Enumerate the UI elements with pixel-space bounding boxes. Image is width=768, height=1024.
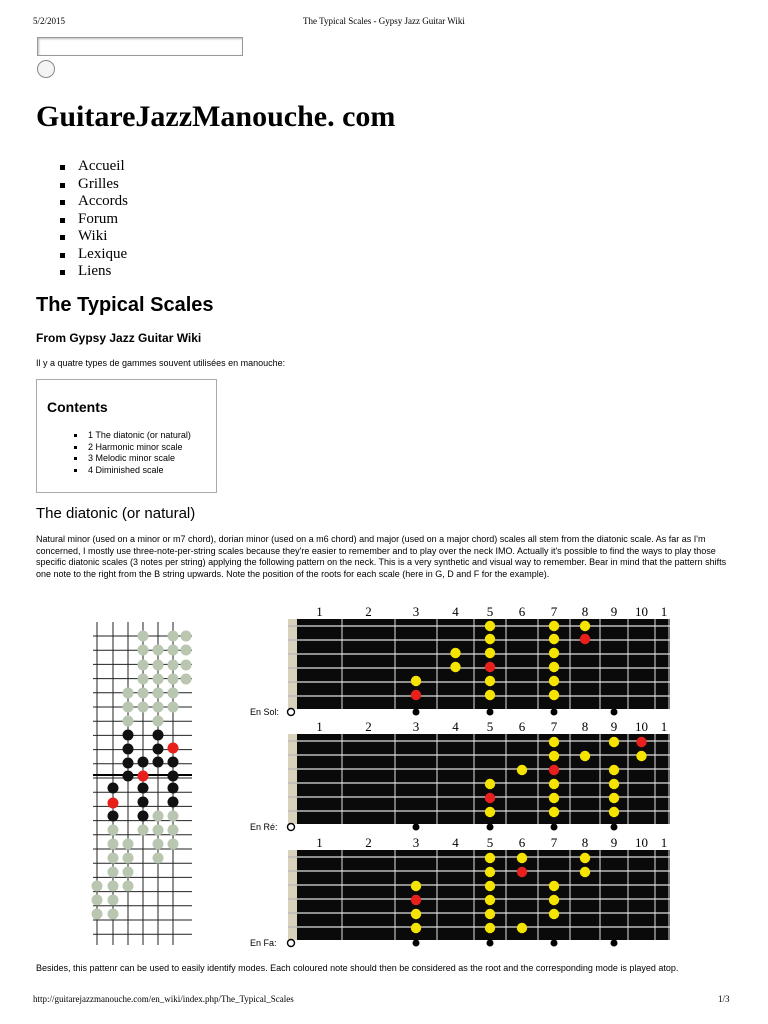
pattern-note-dot [138, 783, 149, 794]
pattern-note-dot [123, 881, 134, 892]
fret-number: 4 [452, 835, 459, 850]
neck-note-dot [411, 881, 421, 891]
neck-note-dot [549, 634, 559, 644]
fret-number: 1 [660, 604, 668, 619]
pattern-diagram [92, 622, 193, 945]
neck-note-dot [517, 923, 527, 933]
footer-page: 1/3 [718, 994, 730, 1004]
neck-2 [250, 719, 670, 832]
fret-number: 8 [581, 604, 589, 619]
neck-root-dot [411, 690, 421, 700]
neck-note-dot [549, 779, 559, 789]
neck-note-dot [580, 867, 590, 877]
neck-note-dot [485, 690, 495, 700]
pattern-note-dot [168, 771, 179, 782]
footer-url: http://guitarejazzmanouche.com/en_wiki/index.php/The_Typical_Scales [33, 994, 294, 1004]
fret-number: 10 [635, 835, 648, 850]
neck-root-dot [636, 737, 646, 747]
neck-note-dot [485, 881, 495, 891]
pattern-note-dot [138, 631, 149, 642]
fret-number: 8 [581, 719, 589, 734]
fret-number: 3 [412, 835, 420, 850]
fret-marker [551, 824, 558, 831]
neck-note-dot [517, 765, 527, 775]
pattern-note-dot [108, 867, 119, 878]
section-title-diatonic: The diatonic (or natural) [36, 505, 196, 522]
neck-note-dot [485, 807, 495, 817]
neck-note-dot [549, 737, 559, 747]
neck-root-dot [411, 895, 421, 905]
pattern-note-dot [123, 702, 134, 713]
neck-note-dot [411, 676, 421, 686]
fret-number: 6 [518, 604, 526, 619]
fret-number: 1 [660, 835, 668, 850]
neck-note-dot [549, 909, 559, 919]
print-title: The Typical Scales - Gypsy Jazz Guitar Wiki [303, 16, 465, 26]
nav-item-liens[interactable]: Liens [60, 263, 128, 281]
neck-root-dot [580, 634, 590, 644]
fret-number: 6 [518, 835, 526, 850]
nav-item-wiki[interactable]: Wiki [60, 228, 128, 246]
nav-item-lexique[interactable]: Lexique [60, 246, 128, 264]
pattern-note-dot [153, 811, 164, 822]
fret-marker [413, 709, 420, 716]
pattern-note-dot [153, 660, 164, 671]
pattern-note-dot [153, 716, 164, 727]
pattern-note-dot [108, 909, 119, 920]
fret-number: 6 [518, 719, 526, 734]
neck-note-dot [609, 807, 619, 817]
neck-3 [250, 835, 670, 948]
neck-note-dot [485, 779, 495, 789]
nav-item-accords[interactable]: Accords [60, 193, 128, 211]
toc-item-melodic-minor[interactable]: 3 Melodic minor scale [73, 453, 191, 465]
neck-note-dot [485, 895, 495, 905]
fret-number: 8 [581, 835, 589, 850]
neck-label: En Sol: [250, 707, 280, 717]
pattern-note-dot [138, 674, 149, 685]
pattern-note-dot [92, 909, 103, 920]
neck-note-dot [549, 621, 559, 631]
pattern-note-dot [181, 660, 192, 671]
pattern-note-dot [123, 867, 134, 878]
pattern-note-dot [138, 645, 149, 656]
pattern-note-dot [168, 783, 179, 794]
neck-note-dot [580, 621, 590, 631]
pattern-note-dot [153, 825, 164, 836]
pattern-note-dot [123, 688, 134, 699]
nav-item-forum[interactable]: Forum [60, 211, 128, 229]
open-string-icon [288, 940, 295, 947]
fret-number: 1 [660, 719, 668, 734]
pattern-note-dot [108, 839, 119, 850]
pattern-note-dot [138, 660, 149, 671]
fret-number: 2 [365, 835, 372, 850]
open-string-icon [288, 824, 295, 831]
neck-label: En Ré: [250, 822, 278, 832]
pattern-note-dot [153, 853, 164, 864]
neck-note-dot [485, 853, 495, 863]
fret-number: 9 [610, 719, 618, 734]
fret-number: 1 [316, 719, 323, 734]
pattern-note-dot [168, 674, 179, 685]
pattern-note-dot [168, 702, 179, 713]
fret-marker [487, 709, 494, 716]
neck-note-dot [549, 895, 559, 905]
pattern-note-dot [123, 839, 134, 850]
pattern-note-dot [138, 688, 149, 699]
pattern-note-dot [138, 702, 149, 713]
fret-number: 4 [452, 604, 459, 619]
neck-note-dot [485, 909, 495, 919]
pattern-note-dot [168, 797, 179, 808]
fret-number: 5 [486, 719, 494, 734]
fret-number: 7 [550, 835, 558, 850]
toc-title: Contents [47, 399, 108, 415]
pattern-root-dot [138, 771, 149, 782]
neck-note-dot [549, 751, 559, 761]
pattern-note-dot [168, 839, 179, 850]
pattern-note-dot [123, 771, 134, 782]
toc-item-harmonic-minor[interactable]: 2 Harmonic minor scale [73, 442, 191, 454]
neck-note-dot [485, 648, 495, 658]
neck-note-dot [411, 923, 421, 933]
nav-item-accueil[interactable]: Accueil [60, 158, 128, 176]
neck-diagrams [250, 604, 670, 948]
neck-note-dot [549, 881, 559, 891]
fret-marker [487, 824, 494, 831]
neck-1 [250, 604, 670, 717]
pattern-root-dot [108, 798, 119, 809]
pattern-note-dot [108, 881, 119, 892]
neck-note-dot [609, 765, 619, 775]
neck-note-dot [580, 751, 590, 761]
fret-number: 2 [365, 604, 372, 619]
pattern-note-dot [153, 730, 164, 741]
neck-note-dot [485, 621, 495, 631]
fret-number: 9 [610, 604, 618, 619]
neck-note-dot [485, 634, 495, 644]
pattern-note-dot [123, 716, 134, 727]
neck-note-dot [636, 751, 646, 761]
fret-number: 10 [635, 604, 648, 619]
fret-marker [611, 824, 618, 831]
fret-number: 10 [635, 719, 648, 734]
pattern-note-dot [153, 674, 164, 685]
neck-note-dot [549, 676, 559, 686]
neck-note-dot [609, 793, 619, 803]
fret-number: 5 [486, 604, 494, 619]
neck-note-dot [450, 662, 460, 672]
toc-item-diatonic[interactable]: 1 The diatonic (or natural) [73, 430, 191, 442]
pattern-note-dot [123, 744, 134, 755]
neck-note-dot [485, 923, 495, 933]
neck-note-dot [580, 853, 590, 863]
neck-root-dot [485, 662, 495, 672]
neck-note-dot [549, 807, 559, 817]
fret-number: 3 [412, 604, 420, 619]
fret-number: 7 [550, 604, 558, 619]
pattern-note-dot [138, 811, 149, 822]
fret-number: 1 [316, 835, 323, 850]
pattern-root-dot [168, 743, 179, 754]
page-title: The Typical Scales [36, 294, 214, 316]
pattern-note-dot [168, 811, 179, 822]
section-paragraph-2: Besides, this pattenr can be used to easily identify modes. Each coloured note should then be considered as the root and the corresponding mode is played atop. [36, 963, 679, 973]
pattern-note-dot [168, 825, 179, 836]
pattern-note-dot [123, 758, 134, 769]
pattern-note-dot [168, 757, 179, 768]
fret-marker [487, 940, 494, 947]
neck-note-dot [609, 737, 619, 747]
neck-note-dot [549, 662, 559, 672]
neck-root-dot [517, 867, 527, 877]
toc-item-diminished[interactable]: 4 Diminished scale [73, 465, 191, 477]
fret-marker [413, 824, 420, 831]
fret-number: 2 [365, 719, 372, 734]
fret-marker [413, 940, 420, 947]
open-string-icon [288, 709, 295, 716]
pattern-note-dot [92, 881, 103, 892]
pattern-note-dot [181, 631, 192, 642]
pattern-note-dot [108, 895, 119, 906]
neck-note-dot [517, 853, 527, 863]
neck-note-dot [549, 690, 559, 700]
fret-marker [611, 709, 618, 716]
fret-number: 4 [452, 719, 459, 734]
neck-note-dot [549, 648, 559, 658]
pattern-note-dot [153, 702, 164, 713]
pattern-note-dot [153, 645, 164, 656]
site-title[interactable]: GuitareJazzManouche. com [36, 100, 396, 133]
pattern-note-dot [108, 825, 119, 836]
fret-number: 7 [550, 719, 558, 734]
print-date: 5/2/2015 [33, 16, 66, 26]
neck-root-dot [485, 793, 495, 803]
neck-label: En Fa: [250, 938, 277, 948]
pattern-note-dot [108, 853, 119, 864]
pattern-note-dot [123, 853, 134, 864]
neck-root-dot [549, 765, 559, 775]
neck-note-dot [411, 909, 421, 919]
nav-item-grilles[interactable]: Grilles [60, 176, 128, 194]
neck-note-dot [609, 779, 619, 789]
fret-number: 5 [486, 835, 494, 850]
pattern-note-dot [168, 631, 179, 642]
page-subtitle: From Gypsy Jazz Guitar Wiki [36, 331, 202, 345]
pattern-note-dot [138, 797, 149, 808]
neck-note-dot [485, 867, 495, 877]
pattern-note-dot [153, 744, 164, 755]
fret-marker [551, 940, 558, 947]
section-paragraph: Natural minor (used on a minor or m7 chord), dorian minor (used on a m6 chord) and major (used on a major chord) scales all stem from the diatonic scale. As far as I'm concerned, I mostly use three-note-per-string scales because they're easier to remember and to play over the neck IMO. Actually it's possible to find the ways to play those specific diatonic scales (3 notes per string) applying the following pattern on the neck. This is a very synthetic and visual way to remember. Bear in mind that the pattern shifts one note to the right from the B string upwards. Note the position of the roots for each scale (here in G, D and F for the example). [36, 534, 727, 579]
pattern-note-dot [138, 757, 149, 768]
fret-marker [611, 940, 618, 947]
neck-note-dot [450, 648, 460, 658]
pattern-note-dot [153, 688, 164, 699]
pattern-note-dot [123, 730, 134, 741]
pattern-note-dot [108, 783, 119, 794]
intro-text: Il y a quatre types de gammes souvent utilisées en manouche: [36, 358, 286, 368]
fret-number: 3 [412, 719, 420, 734]
pattern-note-dot [108, 811, 119, 822]
pattern-note-dot [168, 645, 179, 656]
fret-marker [551, 709, 558, 716]
pattern-note-dot [153, 757, 164, 768]
pattern-note-dot [153, 839, 164, 850]
pattern-note-dot [181, 645, 192, 656]
pattern-note-dot [138, 825, 149, 836]
pattern-note-dot [181, 674, 192, 685]
neck-note-dot [485, 676, 495, 686]
pattern-note-dot [168, 688, 179, 699]
fret-number: 1 [316, 604, 323, 619]
neck-note-dot [549, 793, 559, 803]
pattern-note-dot [92, 895, 103, 906]
fret-number: 9 [610, 835, 618, 850]
pattern-note-dot [168, 660, 179, 671]
